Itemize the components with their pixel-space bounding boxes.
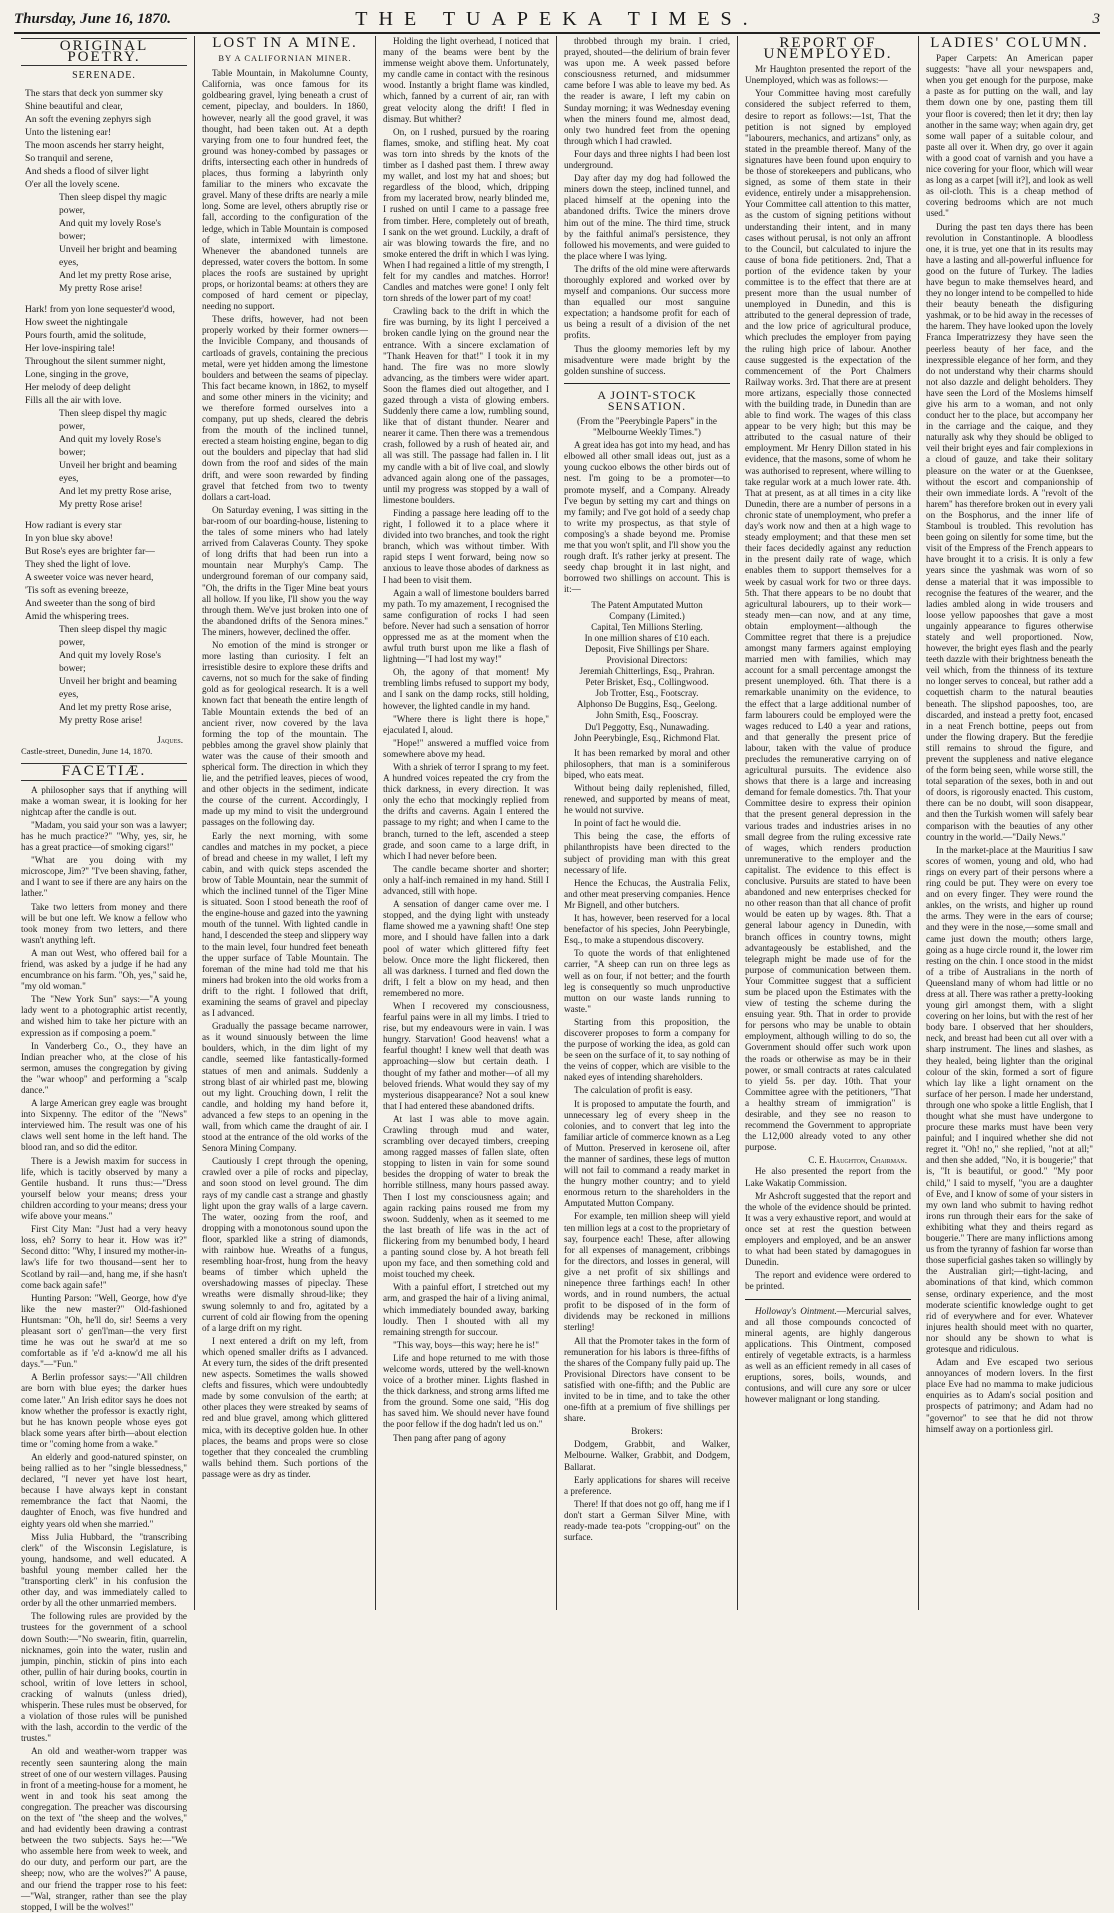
poem-line: Unveil her bright and beaming eyes, (59, 676, 177, 701)
joint-stock-source: (From the "Peerybingle Papers" in the "Melbourne Weekly Times.") (577, 416, 717, 438)
article-paragraph: Early applications for shares will receive a preference. (564, 1474, 730, 1496)
article-paragraph: The report and evidence were ordered to be printed. (745, 1270, 911, 1292)
prospectus-line: Company (Limited.) (609, 610, 685, 621)
facetiae-item: A man out West, who offered bail for a friend, was asked by a judge if he had any encumbrance on his farm. "Oh, yes," said he, "my old woman." (21, 947, 187, 992)
article-paragraph: Finding a passage here leading off to the right, I followed it to a place where it divided into two branches, and took the right branch, which was without timber. With rapid steps I went forward, being now so anxious to leave those abodes of darkness as I had been to visit them. (383, 507, 549, 585)
poem-line: Unveil her bright and beaming eyes, (59, 244, 177, 269)
poem-line: And quit my lovely Rose's bower; (59, 434, 161, 459)
prospectus-block (564, 600, 730, 744)
poem-line: The moon ascends her starry height, (25, 140, 165, 152)
poem-line: How radiant is every star (25, 520, 122, 532)
article-paragraph: Without being daily replenished, filled, renewed, and supported by means of meat, he would not survive. (564, 783, 730, 816)
poem-line: Throughout the silent summer night, (25, 356, 166, 368)
facetiae-item: In Vanderberg Co., O., they have an Indian preacher who, at the close of his sermon, amuses the congregation by giving the "war whoop" and performing a "scalp dance." (21, 1040, 187, 1095)
article-paragraph: With a shriek of terror I sprang to my feet. A hundred voices repeated the cry from the thick darkness, in every direction. It was only the echo that mockingly replied from the drifts and caverns. Again I entered the passage to my right; and when I came to the branch, turned to the left, ascended a steep grade, and soon came to a large drift, in which I had never before been. (383, 762, 549, 861)
prospectus-line: John Smith, Esq., Fooscray. (595, 710, 699, 721)
facetiae-item: Hunting Parson: "Well, George, how d'ye like the new master?" Old-fashioned Huntsman: "Oh, he'll do, sir! Seems a very pleasant sort o' gen'l'man—the very first time he was out he swar'd at me so comfortable as if 'e'd a-know'd me all his days."—"Fun." (21, 1292, 187, 1370)
article-paragraph: Cautiously I crept through the opening, crawled over a pile of rocks and pipeclay, and soon stood on level ground. The dim rays of my candle cast a strange and ghastly light upon the gray walls of a large cavern. The water, oozing from the roof, and dropping with a monotonous sound upon the floor, sparkled like a string of diamonds, with rainbow hue. Wreaths of a fungus, resembling hoar-frost, hung from the heavy beams of timber which upheld the overshadowing masses of pipeclay. These wreaths were dismally shroud-like; they swung solemnly to and fro, agitated by a current of cold air flowing from the opening of a large drift on my right. (202, 1156, 368, 1333)
poem-line: Her love-inspiring tale! (25, 343, 116, 355)
poem-line: Then sleep dispel thy magic power, (59, 192, 167, 217)
poem-line: Lone, singing in the grove, (25, 369, 129, 381)
joint-stock-header: A JOINT-STOCK SENSATION. (597, 387, 697, 413)
article-paragraph: Paper Carpets: An American paper suggests: "have all your newspapers and, when you get enough for the purpose, make a paste as for putting on the wall, and lay them down one by one, pasting them till your floor is covered; then let it dry; then lay another in the same way; when again dry, get some wall paper of a suitable colour, and paste all over it. When dry, go over it again with a good coat of varnish and you have a nice covering for your floor, which will wear as long as a carpet [will it?], and look as well as oil-cloth. This is a cheap method of covering bedrooms which are not much used." (926, 53, 1093, 219)
prospectus-line: Peter Brisket, Esq., Collingwood. (585, 677, 709, 688)
article-paragraph: "Hope!" answered a muffled voice from somewhere above my head. (383, 737, 549, 759)
article-paragraph: To quote the words of that enlightened carrier, "A sheep can run on three legs as well as on four, if not better; and the fourth leg is consequently so much unproductive mutton on our waste lands running to waste." (564, 948, 730, 1014)
facetiae-header: FACETIÆ. (21, 763, 187, 780)
prospectus-line: Job Trotter, Esq., Footscray. (595, 688, 699, 699)
article-paragraph: Day after day my dog had followed the miners down the steep, inclined tunnel, and placed himself at the opening into the abandoned drifts. Twice the miners drove him out of the mine. The third time, struck by the faithful animal's persistence, they followed his movements, and were guided to the place where I was lying. (564, 173, 730, 261)
column-unemployed-report (738, 36, 919, 1610)
article-paragraph: Crawling back to the drift in which the fire was burning, by its light I perceived a broken candle lying on the ground near the entrance. With a sincere exclamation of "Thank Heaven for that!" I took it in my hand. The fire was no more slowly advancing, as the timbers were wider apart. Soon the flames died out altogether, and I gazed through a vista of glowing embers. Suddenly there came a low, rumbling sound, like that of distant thunder. Nearer and nearer it came. Then there was a tremendous crash, followed by a rush of heated air, and all was still. The passage had fallen in. I lit my candle with a bit of live coal, and slowly advanced again along one of the passages, until my progress was stopped by a wall of limestone boulders. (383, 306, 549, 505)
column-lost-in-mine (195, 36, 376, 1610)
article-paragraph: Starting from this proposition, the discoverer proposes to form a company for the purpose of working the idea, as gold can be seen on the surface of it, to say nothing of the veins of copper, which are visible to the naked eyes of intending shareholders. (564, 1016, 730, 1083)
prospectus-line: John Peerybingle, Esq., Richmond Flat. (574, 732, 720, 743)
poem-title: SERENADE. (72, 70, 136, 82)
poem-body (21, 87, 187, 727)
poem-line: Fills all the air with love. (25, 395, 122, 407)
mine-article-header: LOST IN A MINE. (212, 35, 358, 51)
article-paragraph: No emotion of the mind is stronger or more lasting than curiosity. I felt an irresistible desire to explore these drifts and caverns, not so much for the sake of finding gold as for geological research. It is a well known fact that beneath the entire length of Table Mountain extends the bed of an ancient river, now covered by the lava forming the top of the mountain. The pebbles among the gravel show plainly that water was the cause of their smooth and spherical form. The direction in which they lie, and the petrified leaves, pieces of wood, and other objects in the sediment, indicate the course of the current. Accordingly, I made up my mind to visit the underground passages on the following day. (202, 639, 368, 828)
poem-line: Unto the listening ear! (25, 127, 112, 139)
brokers-label: Brokers: (631, 1426, 663, 1437)
article-paragraph: All that the Promoter takes in the form of remuneration for his labors is three-fifths of the shares of the Company fully paid up. The Provisional Directors have consent to be satisfied with one-fifth; and the Public are invited to be in time, and to take the other one-fifth at a premium of five shillings per share. (564, 1335, 730, 1424)
issue-date: Thursday, June 16, 1870. (14, 10, 171, 27)
report-signature: C. E. Haughton, Chairman. (808, 1155, 907, 1166)
facetiae-item: A large American grey eagle was brought into Sixpenny. The editor of the "News" interviewed him. The result was one of his claws well sent home in the left hand. The blood ran, and so did the editor. (21, 1098, 187, 1153)
article-paragraph: On Saturday evening, I was sitting in the bar-room of our boarding-house, listening to the tales of some miners who had lately arrived from Calaveras County. They spoke of long drifts that had been run into a mountain near Murphy's Camp. The underground foreman of our company said, "Oh, the drifts in the Tiger Mine beat yours all hollow. If you like, I'll show you the way through them. We've just broken into one of the abandoned drifts of the Senora mines." The miners, however, declined the offer. (202, 504, 368, 637)
poem-line: Hark! from yon lone sequester'd wood, (25, 304, 175, 316)
poetry-header: ORIGINAL POETRY. (21, 38, 187, 66)
article-paragraph: Table Mountain, in Makolumne County, California, was once famous for its goldbearing gravel, lying beneath a crust of cement, pipeclay, and boulders. In 1860, however, nearly all the good gravel, it was thought, had been taken out. At a depth varying from one to four hundred feet, the ground was honey-combed by passages or drifts, intersecting each other in hundreds of places, thus forming a labyrinth only familiar to the miners who excavate the gravel. Many of these drifts are nearly a mile long. Some are level, others abruptly rise or fall, according to the configuration of the ledge, which in Table Mountain is composed of slate, intermixed with limestone. Whenever the abandoned tunnels are depressed, water covers the bottom. In some places the roofs are sustained by upright props, or horizontal beams: at others they are composed of hard cement or pipeclay, needing no support. (202, 68, 368, 312)
poem-line: My pretty Rose arise! (59, 499, 143, 511)
prospectus-line: In one million shares of £10 each. (584, 632, 710, 643)
newspaper-title: THE TUAPEKA TIMES. (355, 7, 759, 30)
poem-line: 'Tis soft as evening breeze, (25, 585, 129, 597)
prospectus-line: The Patent Amputated Mutton (591, 599, 703, 610)
newspaper-page (14, 35, 1100, 1912)
article-paragraph: He also presented the report from the Lake Wakatip Commission. (745, 1166, 911, 1188)
article-paragraph: I next entered a drift on my left, from which opened smaller drifts as I advanced. At every turn, the sides of the drift presented new aspects. Sometimes the walls showed clefts and fissures, which were undoubtedly made by some convulsion of the earth; at other places they were streaked by seams of red and blue gravel, among which glittered mica, with its deceptive golden hue. In other places, the beams and props were so close together that they concealed the crumbling walls behind them. Such portions of the passage were as dry as tinder. (202, 1335, 368, 1479)
article-paragraph: In point of fact he would die. (574, 818, 681, 829)
article-paragraph: This being the case, the efforts of philanthropists have been directed to the subject of providing man with this great necessary of life. (564, 831, 730, 875)
poem-line: But Rose's eyes are brighter far— (25, 546, 155, 558)
article-paragraph: Four days and three nights I had been lost underground. (564, 148, 730, 171)
article-paragraph: Early the next morning, with some candles and matches in my pocket, a piece of bread and cheese in my wallet, I left my cabin, and with quick steps ascended the brow of Table Mountain, near the summit of which the inclined tunnel of the Tiger Mine is situated. Soon I stood beneath the roof of the engine-house and gazed into the yawning mouth of the tunnel. With lighted candle in hand, I descended the steep and slippery way to the main level, four hundred feet beneath the upper surface of Table Mountain. The foreman of the mine had told me that his miners had broken into the old works from a drift to the right. I followed that drift, examining the seams of gravel and pipeclay as I advanced. (202, 830, 368, 1019)
poem-line: Then sleep dispel thy magic power, (59, 408, 167, 433)
prospectus-line: Capital, Ten Millions Sterling. (591, 621, 703, 632)
column-joint-stock (557, 36, 738, 1610)
article-paragraph: When I recovered my consciousness, fearful pains were in all my limbs. I tried to rise, but my endeavours were in vain. I was hungry. Starvation! Good heavens! what a fearful thought! I knew well that death was approaching—slow but certain death. I thought of my father and mother—of all my beloved friends. What would they say of my mysterious disappearance? Not a soul knew that I had entered these abandoned drifts. (383, 1000, 549, 1111)
poem-line: And quit my lovely Rose's bower; (59, 650, 161, 675)
poem-line: Her melody of deep delight (25, 382, 131, 394)
article-paragraph: Adam and Eve escaped two serious annoyances of modern lovers. In the first place Eve had no mamma to make judicious enquiries as to Adam's social position and prospects of patrimony; and Adam had no "governor" to see that he did not throw himself away on a portionless girl. (926, 1357, 1093, 1434)
poem-line: Amid the whispering trees. (25, 611, 129, 623)
article-paragraph: A great idea has got into my head, and has elbowed all other small ideas out, just as a young cuckoo elbows the other birds out of nest. I'm going to be a promoter—to promote myself, and a Company. Already I've begun by setting my cart and things on my family; and I've got hold of a seedy chap to write my prospectus, as that style of composing's a shade beyond me. Promise me that you won't split, and I'll show you the rough draft. It's rather jerky at present. The seedy chap brought it in last night, and borrowed two shillings on account. This is it:— (564, 440, 730, 595)
article-paragraph: Mr Haughton presented the report of the Unemployed, which was as follows:— (745, 64, 911, 86)
poem-line: Shine beautiful and clear, (25, 101, 123, 113)
facetiae-item: The following rules are provided by the trustees for the government of a school down South:—"No swearin, fitin, quarrelin, nicknames, goin into the water, ruslin and jumpin, pinchin, stickin of pins into each other, pullin of hair during books, courtin in school, writin of love letters in school, cracking of walnuts (unless dried), whisperin. These rules must be observed, for a violation of those rules will be punished with the lash, accordin to the verdic of the trustes." (21, 1611, 187, 1744)
poem-line: In yon blue sky above! (25, 533, 113, 545)
article-paragraph: The calculation of profit is easy. (574, 1085, 693, 1096)
article-paragraph: Life and hope returned to me with those welcome words, uttered by the well-known voice of a brother miner. Lights flashed in the thick darkness, and strong arms lifted me from the ground. Some one said, "His dog has saved him. We should never have found the poor fellow if the dog hadn't led us on." (383, 1352, 549, 1430)
facetiae-body (21, 785, 187, 1913)
article-paragraph: A sensation of danger came over me. I stopped, and the dying light with unsteady flame showed me a yawning shaft! One step more, and I should have fallen into a dark pool of water which glittered fifty feet below. Once more the light flickered, then all was darkness. I turned and fled down the drift, I felt a blow on my head, and then remembered no more. (383, 899, 549, 998)
poem-place-date: Castle-street, Dunedin, June 14, 1870. (21, 746, 153, 757)
poem-line: A sweeter voice was never heard, (25, 572, 154, 584)
advertisement (745, 1306, 911, 1406)
advert-text: —Mercurial salves, and all those compounds concocted of mineral agents, are highly dangerous applications. This Ointment, composed entirely of vegetable extracts, is a harmless as well as an efficient remedy in all cases of eruptions, sores, boils, wounds, and contusions, and will cure any sore or ulcer however malignant or long standing. (745, 1305, 911, 1405)
article-paragraph: Hence the Echucas, the Australia Felix, and other meat preserving companies. Hence Mr Bignell, and other butchers. (564, 877, 730, 910)
poem-line: An soft the evening zephyrs sigh (25, 114, 152, 126)
article-paragraph: "Where there is light there is hope," ejaculated I, aloud. (383, 713, 549, 735)
article-paragraph: These drifts, however, had not been properly worked by their former owners—the Invicible Company, and thousands of cartloads of gravels, containing the precious metal, were yet hidden among the limestone boulders and between the seams of pipeclay. This fact became known, in 1862, to myself and some other miners in the vicinity; and we therefore formed ourselves into a company, put up sheds, cleared the debris from the mouth of the inclined tunnel, erected a steam hoisting engine, began to dig out the boulders and pipeclay that had slid down from the roof and sides of the main drift, and were soon rewarded by finding gravel that fetched from two to twenty dollars a cart-load. (202, 314, 368, 502)
article-paragraph: Then pang after pang of agony (393, 1432, 507, 1443)
article-paragraph: The drifts of the old mine were afterwards thoroughly explored and worked over by myself and companions. Our success more than equalled our most sanguine expectation; a handsome profit for each of us being a result of a division of the net profits. (564, 263, 730, 341)
prospectus-line: Alphonso De Buggins, Esq., Geelong. (576, 699, 718, 710)
poem-line: So tranquil and serene, (25, 153, 113, 165)
poem-line: My pretty Rose arise! (59, 283, 143, 295)
facetiae-item: Miss Julia Hubbard, the "transcribing clerk" of the Wisconsin Legislature, is young, handsome, and well educated. A bashful young member called her the "transporting clerk" in his confusion the other day, and was immediately called to order by all the other unmarried members. (21, 1531, 187, 1609)
poem-line: Pours fourth, amid the solitude, (25, 330, 146, 342)
facetiae-item: "Madam, you said your son was a lawyer; has he much practice?" "Why, yes, sir, he has a great practice—of smoking cigars!" (21, 819, 187, 853)
facetiae-item: Take two letters from money and there will be but one left. We know a fellow who took money from two letters, and there wasn't anything left. (21, 901, 187, 945)
facetiae-item: A Berlin professor says:—"All children are born with blue eyes; the darker hues come later." An Irish editor says he does not know whether the professor is exactly right, but he has known people whose eyes got black some years after birth—about election time or "coming home from a wake." (21, 1372, 187, 1449)
column-lost-in-mine-continued (376, 36, 557, 1610)
article-paragraph: It has, however, been reserved for a local benefactor of his species, John Peerybingle, Esq., to make a stupendous discovery. (564, 913, 730, 946)
facetiae-item: There is a Jewish maxim for success in life, which is tacitly observed by many a Gentile husband. It runs thus:—"Dress yourself below your means; dress your children according to your means; dress your wife above your means." (21, 1155, 187, 1222)
column-poetry-facetiae (14, 36, 195, 1912)
article-paragraph: The candle became shorter and shorter; only a half-inch remained in my hand. Still I advanced, still with hope. (383, 863, 549, 897)
poem-signature: Jaques. (157, 735, 183, 746)
poem-stanza (21, 303, 187, 511)
prospectus-line: Deposit, Five Shillings per Share. (584, 643, 710, 654)
article-paragraph: "This way, boys—this way; here he is!" (393, 1339, 539, 1350)
article-paragraph: For example, ten million sheep will yield ten million legs at a cost to the proprietary of say, fourpence each! These, after allowing for all expenses of management, cribbings for the directors, and losses in general, will give a net profit of six shillings and ninepence three farthings each! In other words, and in round numbers, the actual profit to be disposed of in the form of dividends may be reckoned in millions sterling! (564, 1211, 730, 1333)
article-paragraph: throbbed through my brain. I cried, prayed, shouted—the delirium of brain fever was upon me. A week passed before consciousness returned, and midsummer came before I was able to leave my bed. As the reader is aware, I left my cabin on Sunday morning; it was Wednesday evening when the miners found me, almost dead, only two hundred feet from the opening through which I had crawled. (564, 36, 730, 146)
divider (564, 383, 730, 384)
prospectus-line: Jeremiah Chitterlings, Esq., Prahran. (579, 666, 715, 677)
article-paragraph: There! If that does not go off, hang me if I don't start a German Silver Mine, with ready-made tea-pots "cropping-out" on the surface. (564, 1498, 730, 1543)
article-paragraph: In the market-place at the Mauritius I saw scores of women, young and old, who had rings on every part of their persons where a ring could be put. They were on every toe and on every finger. They were round the ankles, on the wrists, and higher up round the arms. They were in the ears of course; and they were in the nose,—some small and came just down the mouth; others large, going as a huge circle round it, the lower rim resting on the chin. I once stood in the midst of a tribe of Australians in the north of Queensland many of whom had little or no dress at all. There was rather a pretty-looking young girl amongst them, with a slight covering on her loins, but with the rest of her body bare. I observed that her shoulders, neck, and breast had been cut all over with a sharp instrument. The lines and slashes, as they healed, being lighter than the original colour of the skin, formed a sort of figure which lay like a light ornament on the surface of her person. I made her understand, through one who spoke a little English, that I thought what she must have undergone to procure these marks must have been very painful; and I inquired whether she did not regret it. "Oh! no," she replied, "not at all;" and then she added, "No, it is bougerie;" that is, "It is beautiful, or good." "My poor child," I said to myself, "you are a daughter of Eve, and I know of some of your sisters in my own land who submit to having redhot irons run through their ears for the sake of exhibiting what they and theirs regard as bougerie." There are many inflictions among us from the tyranny of fashion far worse than those superficial gashes taken so willingly by the Australian girl;—tight-lacing, and abominations of that kind, which common sense, ordinary experience, and the most moderate scientific knowledge ought to get rid of everywhere and for ever. Whatever injures health should meet with no quarter, nor should any be shown to what is grotesque and ridiculous. (926, 844, 1093, 1354)
poem-line: How sweet the nightingale (25, 317, 128, 329)
article-paragraph: Oh, the agony of that moment! My trembling limbs refused to support my body, and I sank on the damp rocks, still holding, however, the lighted candle in my hand. (383, 667, 549, 711)
facetiae-item: "What are you doing with my microscope, Jim?" "I've been shaving, father, and I want to see if there are any hairs on the lather." (21, 855, 187, 899)
prospectus-line: Du'l Peggotty, Esq., Nunawading. (584, 721, 710, 732)
article-paragraph: It has been remarked by moral and other philosophers, that man is a sominiferous biped, who eats meat. (564, 747, 730, 780)
article-paragraph: With a painful effort, I stretched out my arm, and grasped the hair of a living animal, which immediately bounded away, barking loudly. Then I shouted with all my remaining strength for succour. (383, 1282, 549, 1337)
divider (745, 1299, 911, 1300)
poem-stanza (21, 519, 187, 727)
article-paragraph: Gradually the passage became narrower, as it wound sinuously between the lime boulders, which, in the dim light of my candle, seemed like fantastically-formed statues of men and animals. Suddenly a strong blast of air whirled past me, blowing out my light. Crouching down, I relit the candle, and holding my hand before it, advanced a few steps to an opening in the wall, from which came the draught of air. I stood at the entrance of the old works of the Senora Mining Company. (202, 1021, 368, 1154)
mine-byline: BY A CALIFORNIAN MINER. (218, 53, 352, 64)
poem-line: Then sleep dispel thy magic power, (59, 624, 167, 649)
article-paragraph: Thus the gloomy memories left by my misadventure were made bright by the golden sunshine of success. (564, 343, 730, 376)
poem-line: O'er all the lovely scene. (25, 179, 120, 191)
facetiae-item: First City Man: "Just had a very heavy loss, eh? Sorry to hear it. How was it?" Second ditto: "Why, I insured my mother-in-law's life for two thousand—sent her to Scotland by rail—and, hang me, if she hasn't come back again safe!" (21, 1224, 187, 1290)
article-paragraph: On, on I rushed, pursued by the roaring flames, smoke, and stifling heat. My coat was torn into shreds by the knots of the timber as I dashed past them. I threw away my wallet, and lost my hat and shoes; but regardless of the blood, which, dripping from my lacerated brow, nearly blinded me, I rushed on until I came to a passage free from timber. Here, completely out of breath, I sank on the wet ground. Luckily, a draft of air was blowing towards the fire, and no smoke entered the drift in which I was lying. When I had regained a little of my strength, I felt for my candles and matches. Horror! Candles and matches were gone! I only felt torn shreds of the lower part of my coat! (383, 126, 549, 304)
facetiae-item: The "New York Sun" says:—"A young lady went to a photographic artist recently, and wished him to take her picture with an expression as if composing a poem." (21, 994, 187, 1038)
poem-line: And let my pretty Rose arise, (59, 486, 172, 498)
column-ladies (919, 36, 1100, 1610)
poem-stanza (21, 87, 187, 295)
facetiae-item: An old and weather-worn trapper was recently seen sauntering along the main street of one of our western villages. Pausing in front of a meeting-house for a moment, he went in and took his seat among the congregation. The preacher was discoursing on the text of "the sheep and the wolves," and had evidently been drawing a contrast between the two subjects. Says he:—"We who assemble here from week to week, and do our duty, and perform our part, are the sheep; now, who are the wolves?" A pause, and our friend the trapper rose to his feet:—"Wal, stranger, rather than see the play stopped, I will be the wolves!" (21, 1746, 187, 1912)
poem-line: And sweeter than the song of bird (25, 598, 156, 610)
poem-line: They shed the light of love. (25, 559, 131, 571)
facetiae-item: A philosopher says that if anything will make a woman swear, it is looking for her nightcap after the candle is out. (21, 784, 187, 817)
masthead (14, 6, 1100, 34)
article-paragraph: Holding the light overhead, I noticed that many of the beams were bent by the immense weight above them. Unfortunately, my candle came in contact with the resinous wood. Instantly a bright flame was kindled, which, fanned by a current of air, ran with great velocity along the drift! I fled in dismay. But whither? (383, 36, 549, 124)
poem-line: And quit my lovely Rose's bower; (59, 218, 161, 243)
article-paragraph: Again a wall of limestone boulders barred my path. To my amazement, I recognised the same configuration of rocks I had seen before. Never had such a sensation of horror oppressed me as at the moment when the awful truth burst upon me like a flash of lightning—"I had lost my way!" (383, 587, 549, 665)
poem-line: And let my pretty Rose arise, (59, 270, 172, 282)
poem-line: The stars that deck yon summer sky (25, 88, 164, 100)
article-paragraph: At last I was able to move again. Crawling through mud and water, scrambling over decayed timbers, creeping among ragged masses of fallen slate, often stopping to listen in vain for some sound besides the dropping of water to break the horrible stillness, many hours passed away. Then I lost my consciousness again; and again racking pains roused me from my swoon. Suddenly, when as it seemed to me the last breath of life was in the act of flickering from my benumbed body, I heard a panting sound close by. A hot breath fell upon my face, and then something cold and moist touched my cheek. (383, 1113, 549, 1280)
facetiae-item: An elderly and good-natured spinster, on being rallied as to her "single blessedness," declared, "I never yet have lost heart, because I have always kept in constant remembrance the fact that Naomi, the daughter of Enoch, was five hundred and eighty years old when she married." (21, 1452, 187, 1529)
article-paragraph: Mr Ashcroft suggested that the report and the whole of the evidence should be printed. It was a very exhaustive report, and would at once set at rest the question between employers and employed, and be an answer to what had been stated by damagogues in Dunedin. (745, 1190, 911, 1268)
ladies-header: LADIES' COLUMN. (930, 35, 1089, 51)
page-number: 3 (1092, 10, 1100, 27)
poem-line: And let my pretty Rose arise, (59, 702, 172, 714)
advert-title: Holloway's Ointment. (755, 1305, 837, 1316)
article-paragraph: During the past ten days there has been revolution in Constantinople. A bloodless one, it is true, yet one that in its results may have a lasting and all-powerful influence for good on the future of Turkey. The ladies have begun to make themselves heard, and they no longer intend to be compelled to hide their beauty beneath the disfiguring yashmak, or to be hid away in the recesses of the harem. They have looked upon the lovely Franca Imperatrizzesy they have seen the peerless beauty of her face, and the inexpressible elegance of her form, and they do not understand why their charms should not also dazzle and delight beholders. They have seen the Lord of the Moslems himself give his arm to a woman, and not only conduct her to the place, but accompany her in the carriage and the caique, and they naturally ask why they should be obliged to veil their bright eyes and fair complexions in a cloud of gauze, and take their solitary pleasure on the water or at the Guenksee, without the escort and companionship of their own immediate lords. A "revolt of the harem" has therefore broken out in every yali on the Bosphorus, and the inner life of Stamboul is troubled. This revolution has been going on silently for some time, but the visit of the Empress of the French appears to have brought it to a crisis. It is only a few years since the yashmak was worn of so dense a material that it was impossible to recognise the features of the wearer, and the ladies ambled along in wide trousers and loose yellow papooshes that gave a most ungainly appearance to figures otherwise stately and well proportioned. Now, however, the bright eyes flash and the pearly teeth dazzle with their brightness beneath the veil which, from the thinness of its texture no longer serves to conceal, but rather add a coquettish charm to the natural beauties beneath. The slipshod papooshes, too, are discarded, and instead a pretty foot, encased in a neat French bottine, peeps out from under the flowing drapery. But the feredjie still remains to shroud the figure, and prevent the suppleness and native elegance of the form being seen, while worse still, the total separation of the sexes, both in and out of doors, is rigorously enacted. This custom, there can be no doubt, will soon disappear, and then the Turkish women will safely bear comparison with the beauties of any other country in the world.—"Daily News." (926, 221, 1093, 842)
article-paragraph: Your Committee having most carefully considered the subject referred to them, desire to report as follows:—1st, That the petition is not signed by employed "labourers, mechanics, and artizans" only, as stated in the preamble thereof. Many of the signatures have been found upon enquiry to be those of storekeepers and publicans, who signed, as some of them state in their evidence, entirely under a misapprehension. Your Committee call attention to this matter, as the custom of signing petitions without understanding their intent, and in many cases without perusal, is not only an affront to the Council, but calculated to injure the cause of bona fide petitioners. 2nd, That a portion of the evidence taken by your committee is to the effect that there are at present more than the usual number of unemployed in Dunedin, and this is attributed to the general depression of trade, and the low price of agricultural produce, which precludes the employer from paying the ruling high price of labour. Another cause suggested is the expectation of the commencement of the Port Chalmers Railway works. 3rd. That there are at present more artizans, especially those connected with the building trade, in Dunedin than are able to find work. The wages of this class appear to be very high; but this may be attributed to the casual nature of their employment. Mr Henry Dillon stated in his evidence, that the masons, some of whom he was authorised to represent, where willing to take regular work at a much lower rate. 4th. That at present, as at all times in a city like Dunedin, there are a number of persons in a chronic state of unemployment, who prefer a day's work now and then at a high wage to steady employment; and that these men set their faces decidedly against any reduction in the present daily rate of wage, which enables them to support themselves for a week by casual work for two or three days. 5th. That there appears to be no doubt that agricultural labourers, up to their work—steady men—can now, and at any time, obtain employment—although the Committee regret that there is a prejudice amongst many farmers against employing married men with families, which may account for a small percentage amongst the present unemployed. 6th. That there is a remarkable unanimity on the evidence, to the effect that a large additional number of farm labourers could be employed were the wages reduced to L40 a year and rations, and that generally the present price of labour, taken with the value of produce precludes the remunerative carrying on of agricultural pursuits. The evidence also shows that there is a large and increasing demand for female domestics. 7th. That your Committee desire to express their opinion that the present general depression in the various trades and industries arises in no small degree from the ruling excessive rate of wages, which renders production unremunerative to the employer and the capitalist. The evidence to this effect is conclusive. Pursuits are stated to have been abandoned and new enterprises checked for no other reason than that all chance of profit would be eaten up by wages. 8th. That a general labour agency in Dunedin, with branch offices in country towns, might advantageously be established, and the telegraph might be made use of for the purpose of communication between them. Your Committee suggest that a sufficient sum be placed upon the Estimates with the view of testing the scheme during the ensuing year. 9th. That in order to provide for persons who may be unable to obtain employment, although willing to do so, the Government should offer such work upon the roads or otherwise as may be in their power, or small contracts at rates calculated to yield 5s. per day. 10th. That your Committee agree with the petitioners, "That a healthy stream of immigration" is desirable, and they see no reason to recommend the Government to appropriate the L12,000 already voted to any other purpose. (745, 88, 911, 1153)
poem-line: Unveil her bright and beaming eyes, (59, 460, 177, 485)
brokers-list: Dodgem, Grabbit, and Walker, Melbourne. Walker, Grabbit, and Dodgem, Ballarat. (564, 1439, 730, 1472)
prospectus-line: Provisional Directors: (606, 654, 688, 665)
poem-line: My pretty Rose arise! (59, 715, 143, 727)
poem-line: And sheds a flood of silver light (25, 166, 149, 178)
article-paragraph: It is proposed to amputate the fourth, and unnecessary leg of every sheep in the colonies, and to convert that leg into the familiar article of commerce known as a Leg of Mutton. Preserved in kerosene oil, after the manner of sardines, these legs of mutton will not fail to command a ready market in the hungry mother country; and to yield enormous return to the shareholders in the Amputated Mutton Company. (564, 1098, 730, 1209)
unemployed-header: REPORT OF UNEMPLOYED. (763, 35, 893, 63)
